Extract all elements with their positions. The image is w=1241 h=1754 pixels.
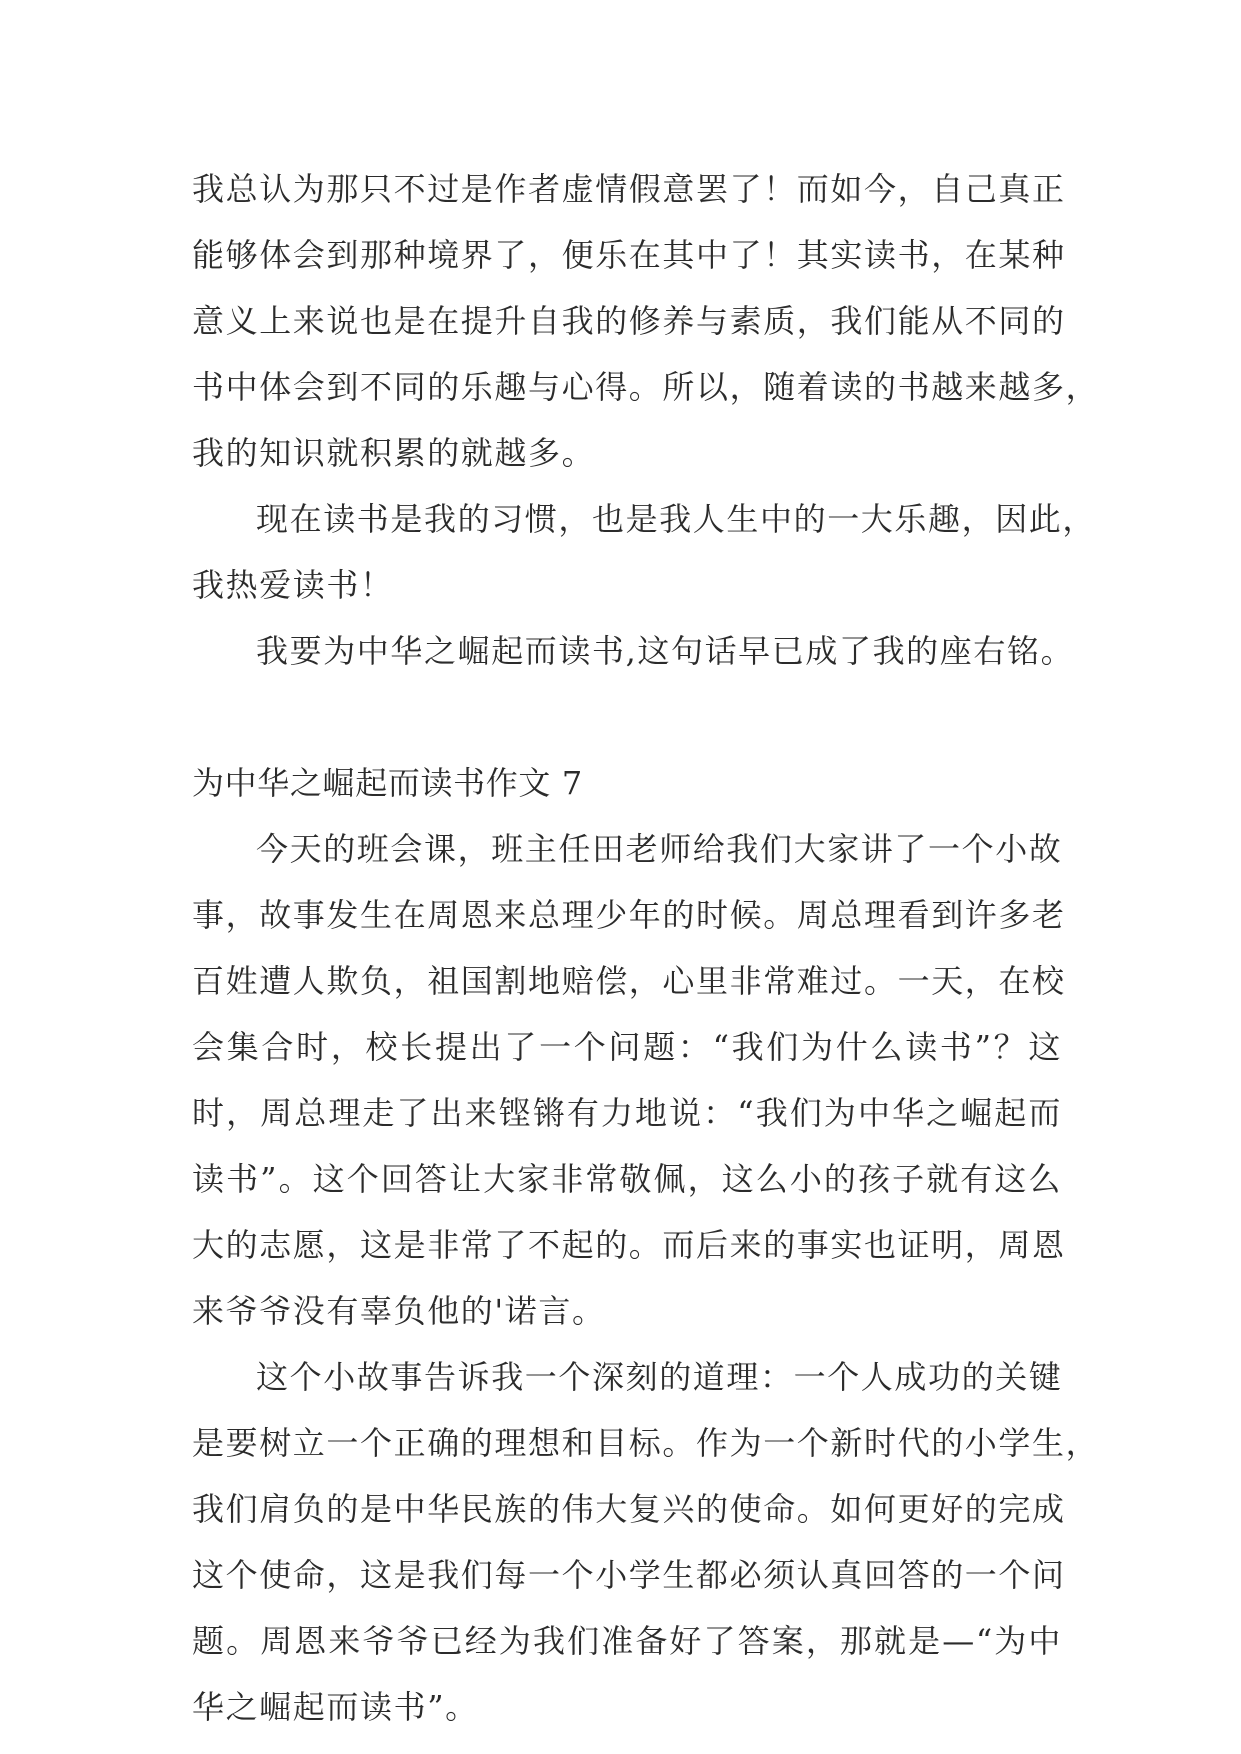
- paragraph-3: [192, 618, 1075, 684]
- text-line: 这个小故事告诉我一个深刻的道理：一个人成功的关键: [256, 1358, 1063, 1396]
- section-spacer: [192, 684, 1062, 750]
- text-line: 是要树立一个正确的理想和目标。作为一个新时代的小学生，: [192, 1424, 1100, 1462]
- text-line: 我的知识就积累的就越多。: [192, 434, 596, 472]
- text-line: 会集合时，校长提出了一个问题：“我们为什么读书”？这: [192, 1028, 1062, 1066]
- text-line: 我要为中华之崛起而读书,这句话早已成了我的座右铭。: [256, 632, 1075, 670]
- document-body: [192, 156, 1100, 1740]
- paragraph-1: [192, 156, 1100, 486]
- text-line: 我们肩负的是中华民族的伟大复兴的使命。如何更好的完成: [192, 1490, 1066, 1528]
- section-title: 为中华之崛起而读书作文 7: [192, 764, 583, 802]
- text-line: 读书”。这个回答让大家非常敬佩，这么小的孩子就有这么: [192, 1160, 1062, 1198]
- text-line: 现在读书是我的习惯，也是我人生中的一大乐趣，因此，: [256, 500, 1097, 538]
- text-line: 题。周恩来爷爷已经为我们准备好了答案，那就是—“为中: [192, 1622, 1062, 1660]
- text-line: 时，周总理走了出来铿锵有力地说：“我们为中华之崛起而: [192, 1094, 1062, 1132]
- text-line: 能够体会到那种境界了，便乐在其中了！其实读书，在某种: [192, 236, 1066, 274]
- text-line: 书中体会到不同的乐趣与心得。所以，随着读的书越来越多，: [192, 368, 1100, 406]
- text-line: 华之崛起而读书”。: [192, 1688, 479, 1726]
- paragraph-5: [192, 1344, 1100, 1740]
- text-line: 我总认为那只不过是作者虚情假意罢了！而如今，自己真正: [192, 170, 1066, 208]
- text-line: 大的志愿，这是非常了不起的。而后来的事实也证明，周恩: [192, 1226, 1066, 1264]
- text-line: 事，故事发生在周恩来总理少年的时候。周总理看到许多老: [192, 896, 1066, 934]
- text-line: 意义上来说也是在提升自我的修养与素质，我们能从不同的: [192, 302, 1066, 340]
- paragraph-2: [192, 486, 1097, 618]
- text-line: 今天的班会课，班主任田老师给我们大家讲了一个小故: [256, 830, 1063, 868]
- text-line: 百姓遭人欺负，祖国割地赔偿，心里非常难过。一天，在校: [192, 962, 1066, 1000]
- paragraph-4: [192, 816, 1066, 1344]
- text-line: 来爷爷没有辜负他的'诺言。: [192, 1292, 606, 1330]
- text-line: 我热爱读书！: [192, 566, 394, 604]
- text-line: 这个使命，这是我们每一个小学生都必须认真回答的一个问: [192, 1556, 1066, 1594]
